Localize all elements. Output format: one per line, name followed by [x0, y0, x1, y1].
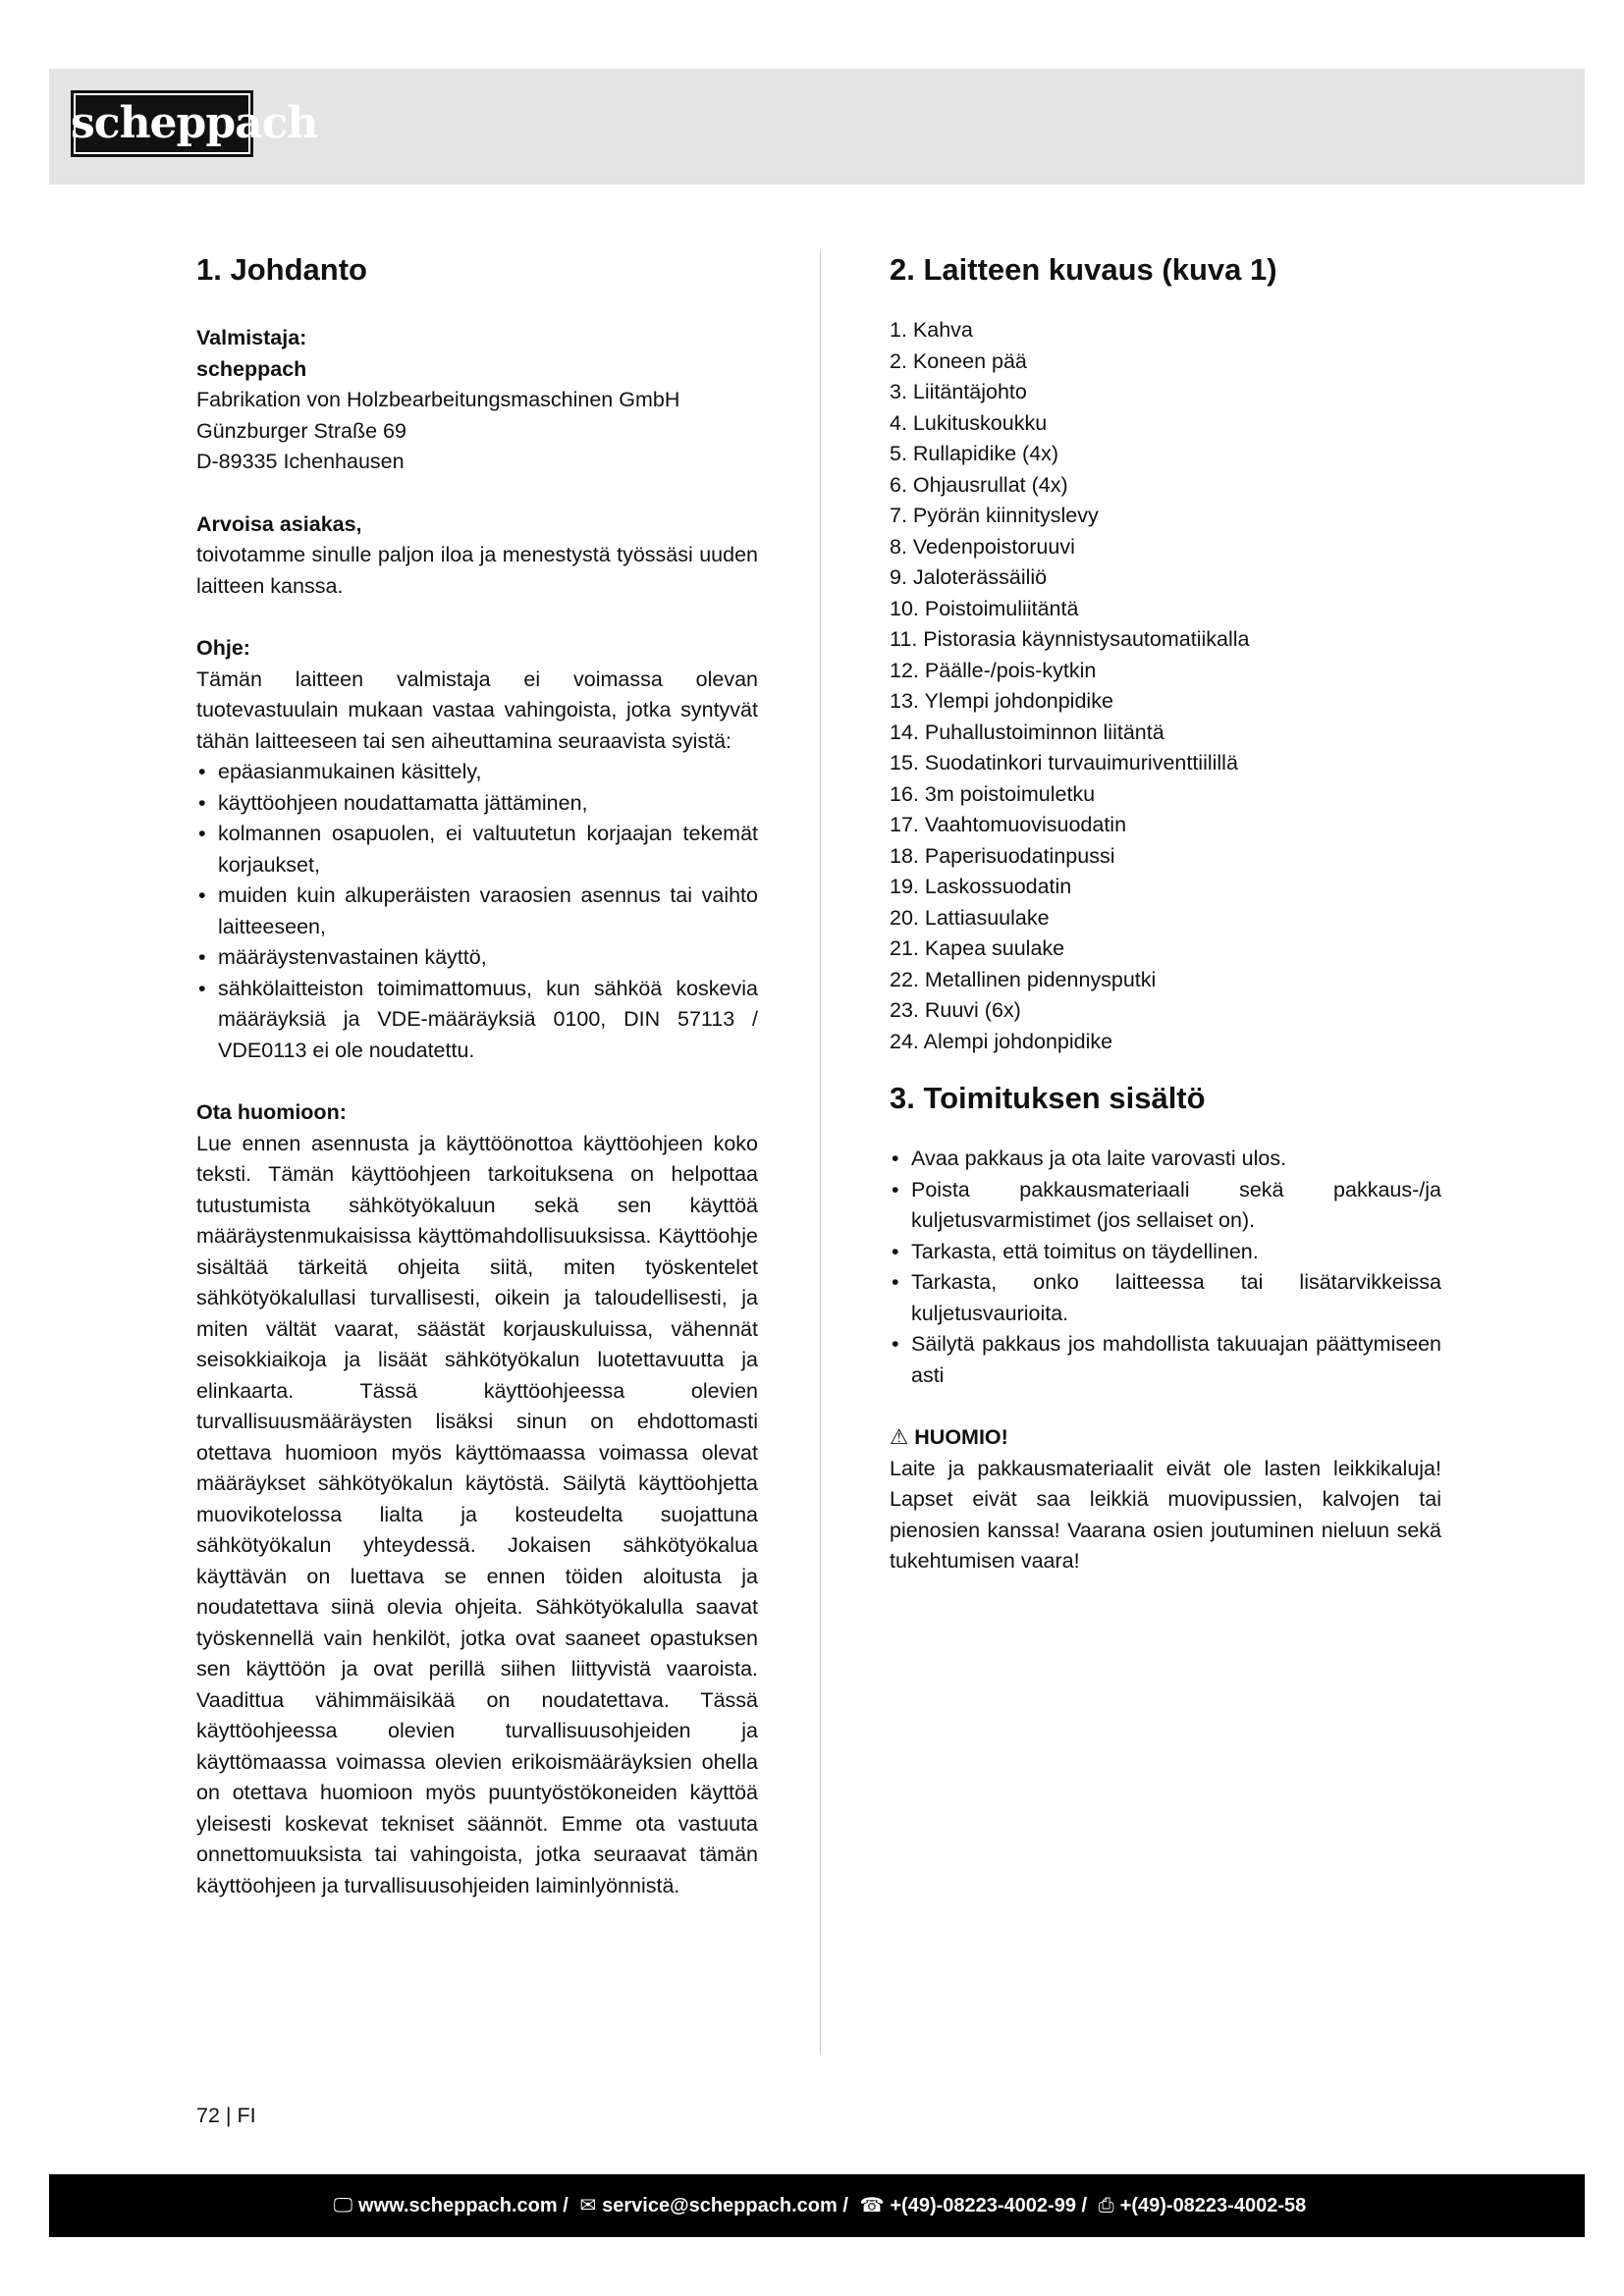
footer-separator: /: [1081, 2195, 1088, 2216]
section-heading-description: 2. Laitteen kuvaus (kuva 1): [890, 252, 1277, 287]
right-column: [890, 250, 1441, 1577]
monitor-icon: 🖵: [333, 2195, 353, 2216]
note-text: Tämän laitteen valmistaja ei voimassa olevan tuotevastuulain mukaan vastaa vahingoista, jotka syntyvät tähän laitteeseen tai sen aiheuttamina seuraavista syistä:: [196, 667, 758, 753]
footer-email-link[interactable]: service@scheppach.com: [602, 2195, 838, 2216]
list-item: 23. Ruuvi (6x): [890, 998, 1021, 1022]
list-item: • sähkölaitteiston toimimattomuus, kun sähköä koskevia määräyksiä ja VDE-määräyksiä 0100, DIN 57113 / VDE0113 ei ole noudatettu.: [196, 974, 758, 1067]
list-item: 24. Alempi johdonpidike: [890, 1029, 1113, 1053]
footer-band: [49, 2174, 1585, 2237]
list-item: • Tarkasta, että toimitus on täydellinen.: [890, 1237, 1441, 1268]
list-item: 11. Pistorasia käynnistysautomatiikalla: [890, 627, 1250, 651]
section-heading-delivery: 3. Toimituksen sisältö: [890, 1081, 1206, 1115]
column-divider: [820, 250, 821, 2055]
phone-icon: ☎: [859, 2195, 885, 2216]
list-item: 21. Kapea suulake: [890, 936, 1065, 960]
fax-icon: ⎙: [1098, 2195, 1114, 2216]
list-item: • kolmannen osapuolen, ei valtuutetun korjaajan tekemät korjaukset,: [196, 819, 758, 881]
list-item: • Tarkasta, onko laitteessa tai lisätarvikkeissa kuljetusvaurioita.: [890, 1267, 1441, 1329]
list-item: 4. Lukituskoukku: [890, 410, 1048, 435]
list-item: 17. Vaahtomuovisuodatin: [890, 813, 1127, 836]
warning-icon: ⚠: [890, 1425, 909, 1449]
page-number: 72 | FI: [196, 2104, 256, 2127]
list-item: • muiden kuin alkuperäisten varaosien asennus tai vaihto laitteeseen,: [196, 881, 758, 942]
list-item: 10. Poistoimuliitäntä: [890, 596, 1079, 620]
list-item: 18. Paperisuodatinpussi: [890, 843, 1115, 868]
list-item: 6. Ohjausrullat (4x): [890, 472, 1068, 497]
footer-phone: +(49)-08223-4002-99: [890, 2195, 1076, 2216]
warning-heading: [890, 1422, 1441, 1454]
address-line: Fabrikation von Holzbearbeitungsmaschinen GmbH: [196, 388, 680, 411]
list-item: • epäasianmukainen käsittely,: [196, 757, 758, 788]
list-item: • Poista pakkausmateriaali sekä pakkaus-/ja kuljetusvarmistimet (jos sellaiset on).: [890, 1175, 1441, 1237]
list-item: 8. Vedenpoistoruuvi: [890, 534, 1075, 559]
list-item: 2. Koneen pää: [890, 348, 1027, 373]
list-item: 12. Päälle-/pois-kytkin: [890, 658, 1097, 682]
list-item: 15. Suodatinkori turvauimuriventtiilillä: [890, 751, 1238, 774]
mail-icon: ✉: [579, 2195, 597, 2216]
attention-text: Lue ennen asennusta ja käyttöönottoa käyttöohjeen koko teksti. Tämän käyttöohjeen tarkoituksena on helpottaa tutustumista sähkötyökaluun sekä sen käyttöä määräystenmukaisissa käyttömahdollisuuksissa. Käyttöohje sisältää tärkeitä ohjeita siitä, miten työskentelet sähkötyökalullasi turvallisesti, oikein ja taloudellisesti, ja miten vältät vaarat, säästät korjauskuluissa, vähennät seisokkiaikoja ja lisäät sähkötyökalun luotettavuutta ja elinkaarta. Tässä käyttöohjeessa olevien turvallisuusmääräysten lisäksi sinun on ehdottomasti otettava huomioon myös käyttömaassa voimassa olevat määräykset sähkötyökalun käytöstä. Säilytä käyttöohjetta muovikotelossa lialta ja kosteudelta suojattuna sähkötyökalun yhteydessä. Jokaisen sähkötyökalua käyttävän on luettava se ennen töiden aloitusta ja noudatettava siinä olevia ohjeita. Sähkötyökalulla saavat työskennellä vain henkilöt, jotka ovat saaneet opastuksen sen käyttöön ja ovat perillä siihen liittyvistä vaaroista. Vaadittua vähimmäisikää on noudatettava. Tässä käyttöohjeessa olevien turvallisuusohjeiden ja käyttömaassa voimassa olevien erikoismääräyksien ohella on otettava huomioon myös puuntyöstökoneiden käyttöä yleisesti koskevat tekniset säännöt. Emme ota vastuuta onnettomuuksista tai vahingoista, jotka seuraavat tämän käyttöohjeen ja turvallisuusohjeiden laiminlyönnistä.: [196, 1131, 758, 1897]
list-item: • Säilytä pakkaus jos mahdollista takuuajan päättymiseen asti: [890, 1329, 1441, 1391]
scheppach-logo: scheppach: [71, 90, 253, 157]
note-bullet-list: [196, 757, 758, 1066]
list-item: 13. Ylempi johdonpidike: [890, 689, 1113, 713]
list-item: 22. Metallinen pidennysputki: [890, 967, 1157, 991]
manufacturer-name: scheppach: [196, 356, 307, 381]
left-column: [196, 250, 758, 1901]
address-line: D-89335 Ichenhausen: [196, 450, 405, 473]
footer-fax: +(49)-08223-4002-58: [1119, 2195, 1307, 2216]
greeting-label: Arvoisa asiakas,: [196, 511, 362, 536]
list-item: 5. Rullapidike (4x): [890, 442, 1059, 465]
footer-separator: /: [563, 2195, 568, 2216]
list-item: • Avaa pakkaus ja ota laite varovasti ulos.: [890, 1144, 1441, 1175]
warning-text: Laite ja pakkausmateriaalit eivät ole lasten leikkikaluja! Lapset eivät saa leikkiä muovipussien, kalvojen tai pienosien kanssa! Vaarana osien joutuminen nieluun sekä tukehtumisen vaara!: [890, 1456, 1441, 1573]
parts-list: [890, 315, 1441, 1057]
list-item: 20. Lattiasuulake: [890, 905, 1050, 930]
delivery-bullet-list: [890, 1144, 1441, 1391]
list-item: 3. Liitäntäjohto: [890, 380, 1027, 403]
list-item: 19. Laskossuodatin: [890, 875, 1072, 898]
note-label: Ohje:: [196, 636, 250, 660]
list-item: 16. 3m poistoimuletku: [890, 781, 1096, 806]
footer-web-link[interactable]: www.scheppach.com: [358, 2195, 558, 2216]
footer-separator: /: [842, 2195, 848, 2216]
list-item: • määräystenvastainen käyttö,: [196, 942, 758, 974]
list-item: 9. Jaloterässäiliö: [890, 565, 1048, 589]
warning-label: HUOMIO!: [914, 1425, 1008, 1449]
section-heading-introduction: 1. Johdanto: [196, 252, 367, 287]
list-item: 1. Kahva: [890, 318, 973, 342]
list-item: 7. Pyörän kiinnityslevy: [890, 504, 1099, 527]
address-line: Günzburger Straße 69: [196, 418, 406, 443]
manufacturer-label: Valmistaja:: [196, 326, 307, 349]
attention-label: Ota huomioon:: [196, 1100, 347, 1124]
list-item: • käyttöohjeen noudattamatta jättäminen,: [196, 788, 758, 820]
greeting-text: toivotamme sinulle paljon iloa ja menestystä työssäsi uuden laitteen kanssa.: [196, 543, 758, 598]
list-item: 14. Puhallustoiminnon liitäntä: [890, 720, 1164, 744]
